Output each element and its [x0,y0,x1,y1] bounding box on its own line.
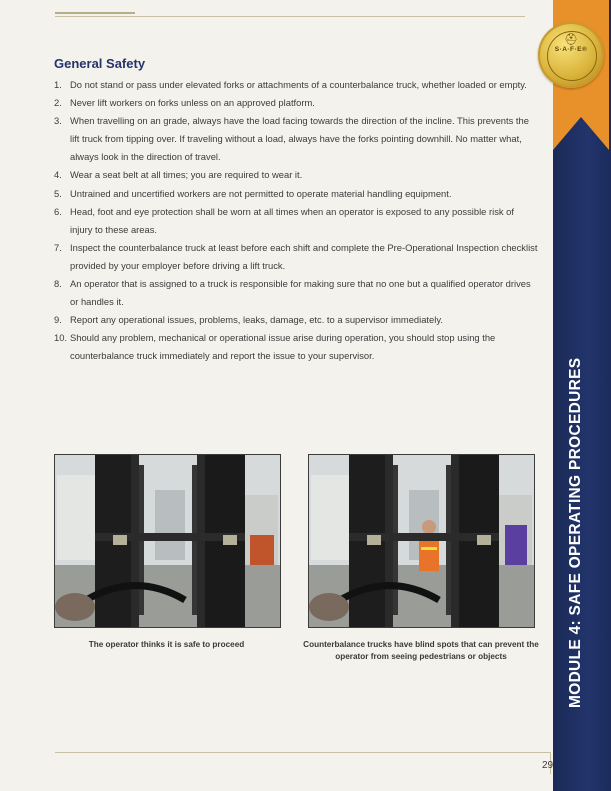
list-item: 7. Inspect the counterbalance truck at least before each shift and complete the Pre-Operational Inspection checklist provided by your employer before driving a lift truck. [54,241,538,271]
safe-badge-icon [538,22,604,88]
forklift-blind-spot-illustration [309,455,534,627]
list-item: 4. Wear a seat belt at all times; you are required to wear it. [54,169,303,181]
list-item-text: Head, foot and eye protection shall be worn at all times when an operator is exposed to any possible risk of injury to these areas. [70,205,515,235]
hard-hat-icon: ⛑ [564,34,578,46]
page-number: 29 [542,760,554,771]
safety-rules-list [54,76,538,366]
list-item-text: Report any operational issues, problems, leaks, damage, etc. to a supervisor immediately. [70,314,443,326]
module-label: MODULE 4: SAFE OPERATING PROCEDURES [567,357,584,708]
forklift-mast-photo-left [54,454,281,628]
list-item-text: When travelling on an grade, always have the load facing towards the direction of the incline. This prevents the lift truck from tipping over. If traveling without a load, always have the forks pointing downhill. No matter what, always look in the direction of travel. [70,115,529,163]
list-item: 1. Do not stand or pass under elevated forks or attachments of a counterbalance truck, whether loaded or empty. [54,79,527,90]
top-accent-rule [55,12,135,14]
list-item: 10. Should any problem, mechanical or operational issue arise during operation, you should stop using the counterbalance truck immediately and report the issue to your supervisor. [54,332,496,362]
list-item-text: Never lift workers on forks unless on an approved platform. [70,97,315,109]
list-item-text: Wear a seat belt at all times; you are required to wear it. [70,169,303,181]
list-item-text: An operator that is assigned to a truck is responsible for making sure that no one but a qualified operator drives or handles it. [70,278,531,308]
list-item-text: Should any problem, mechanical or operational issue arise during operation, you should stop using the counterbalance truck immediately and report the issue to your supervisor. [70,332,496,362]
list-item: 9. Report any operational issues, problems, leaks, damage, etc. to a supervisor immediately. [54,314,443,326]
list-item-text: Do not stand or pass under elevated forks or attachments of a counterbalance truck, whether loaded or empty. [70,79,527,90]
photo-caption-right: Counterbalance trucks have blind spots that can prevent the operator from seeing pedestrians or objects [303,640,539,661]
badge-label: S·A·F·E® [554,46,588,53]
forklift-mast-photo-right [308,454,535,628]
list-item: 6. Head, foot and eye protection shall be worn at all times when an operator is exposed to any possible risk of injury to these areas. [54,205,515,235]
list-item-text: Inspect the counterbalance truck at least before each shift and complete the Pre-Operational Inspection checklist provided by your employer before driving a lift truck. [70,241,538,271]
bottom-rule [55,752,550,753]
section-heading: General Safety [54,56,146,71]
list-item: 3. When travelling on an grade, always have the load facing towards the direction of the incline. This prevents the lift truck from tipping over. If traveling without a load, always have the forks pointing downhill. No matter what, always look in the direction of travel. [54,115,529,163]
list-item: 5. Untrained and uncertified workers are not permitted to operate material handling equipment. [54,187,452,199]
list-item-text: Untrained and uncertified workers are not permitted to operate material handling equipment. [70,187,452,199]
list-item: 2. Never lift workers on forks unless on an approved platform. [54,97,315,109]
forklift-view-illustration [55,455,280,627]
photo-caption-left: The operator thinks it is safe to proceed [88,640,245,649]
top-rule [55,16,525,17]
list-item: 8. An operator that is assigned to a truck is responsible for making sure that no one but a qualified operator drives or handles it. [54,278,531,308]
